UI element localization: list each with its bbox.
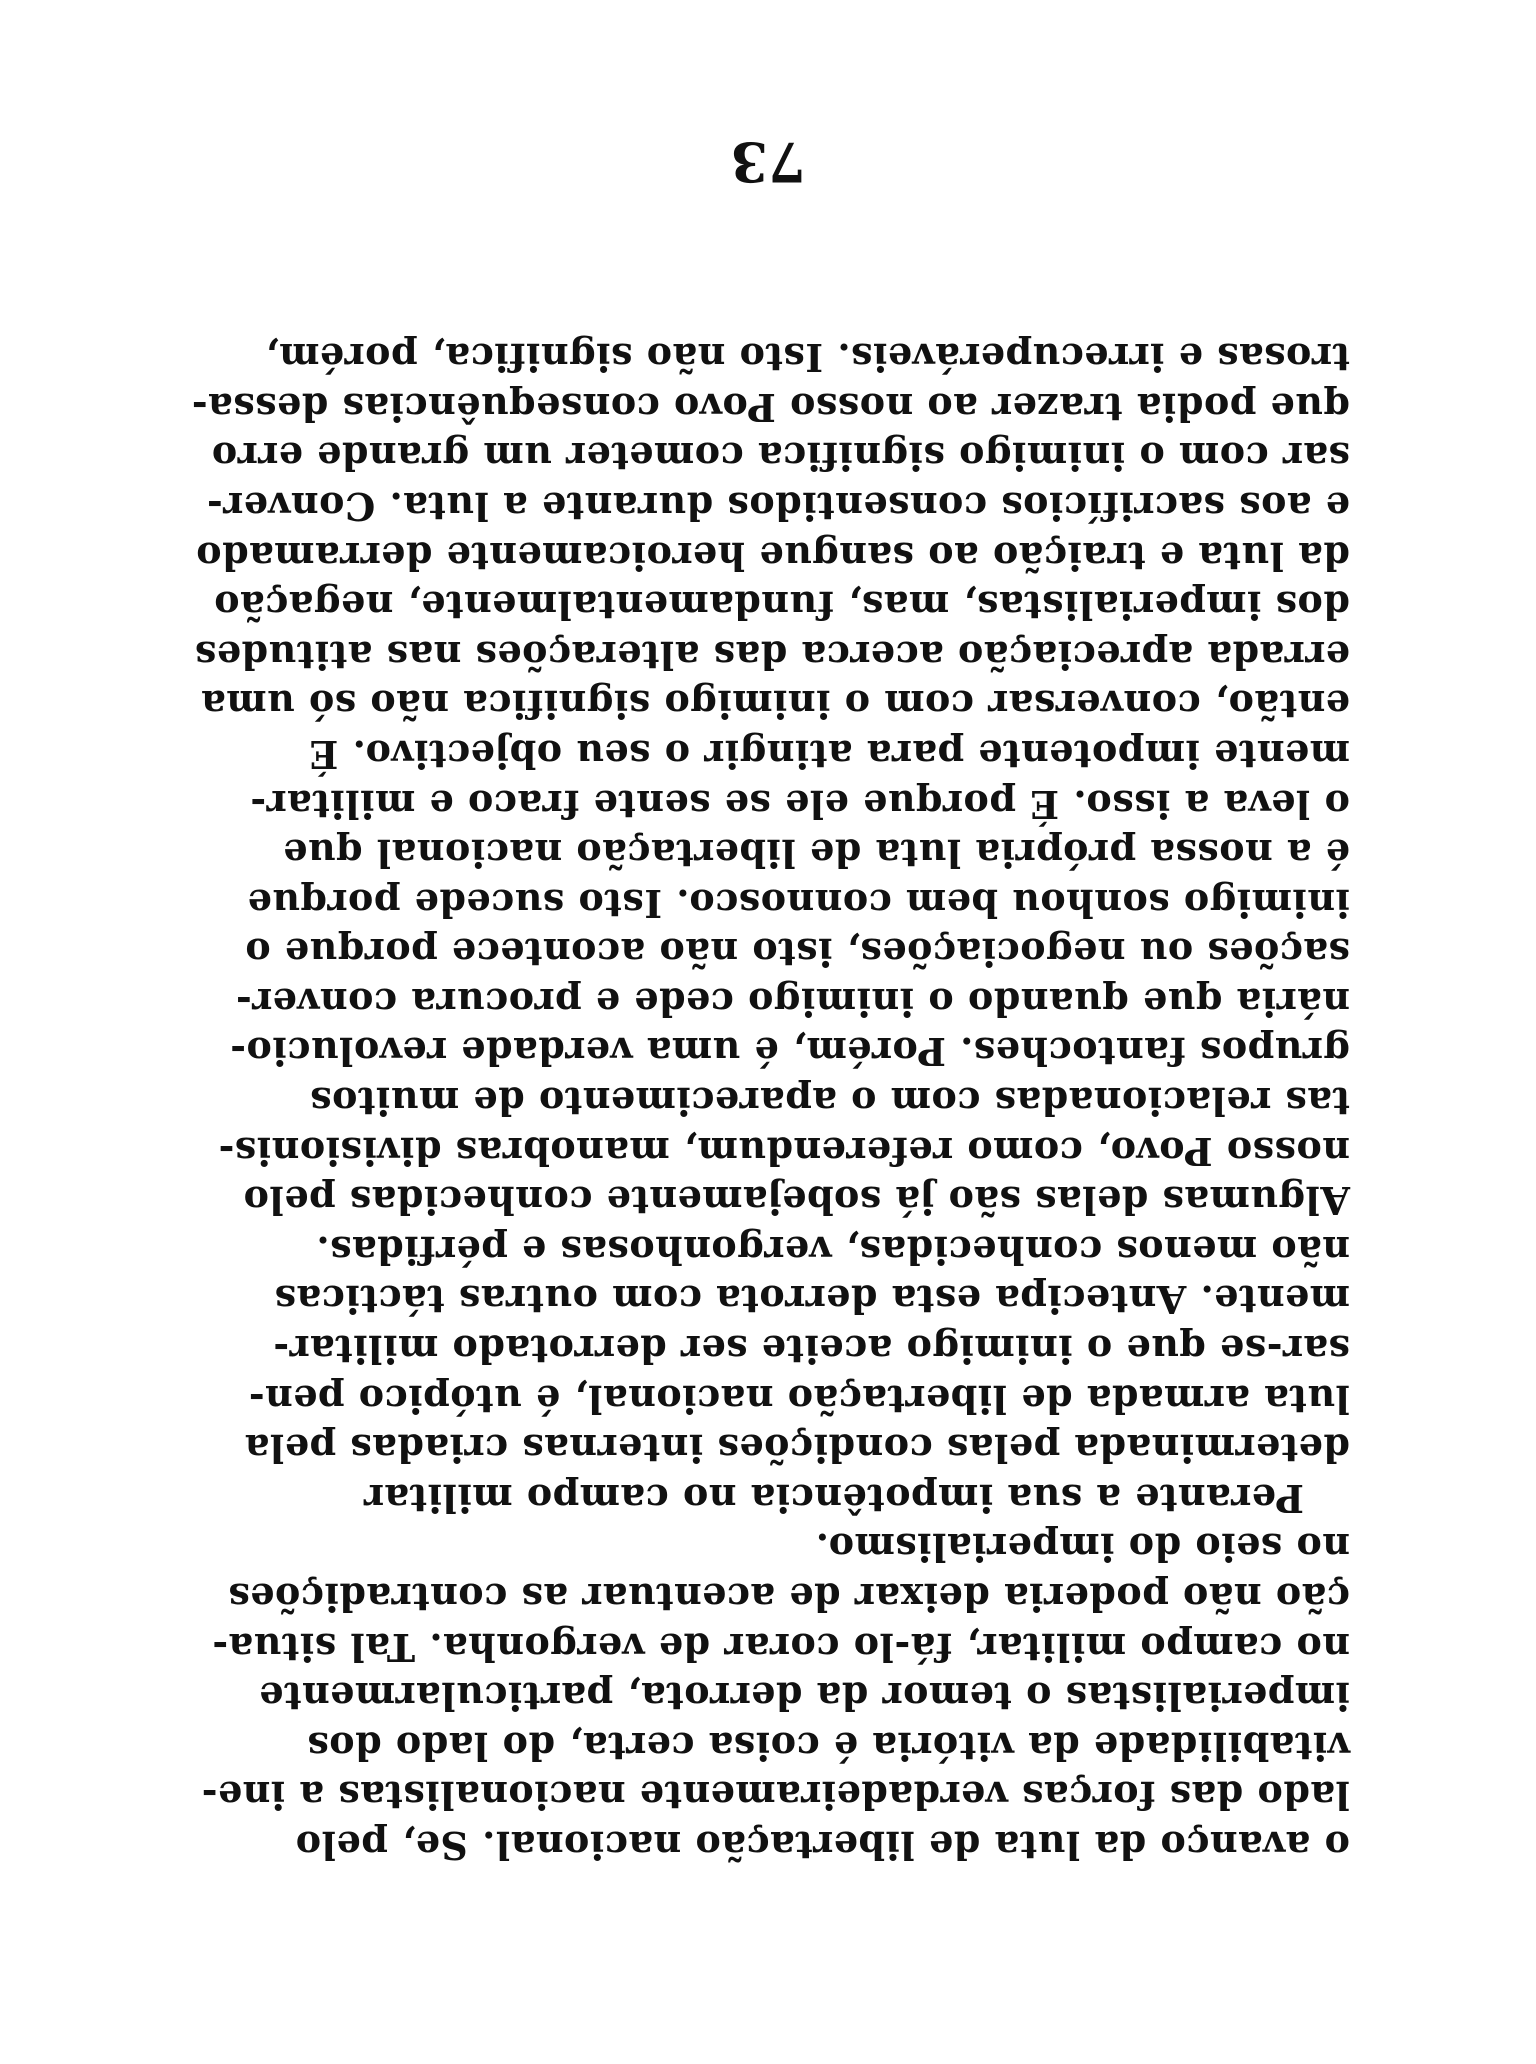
text-line: imperialistas o temor da derrota, particularmente: [258, 1674, 1350, 1720]
text-line: luta armada de libertação nacional, é utópico pen-: [248, 1376, 1350, 1422]
text-line: o leva a isso. É porque ele se sente fraco e militar-: [249, 781, 1350, 827]
paragraph-start-line: Perante a sua impotência no campo militar: [363, 1475, 1304, 1521]
text-line: grupos fantoches. Porém, é uma verdade revolucio-: [229, 1029, 1350, 1075]
text-line: nária que quando o inimigo cede e procura conver-: [235, 979, 1350, 1025]
text-line: ção não poderia deixar de acentuar as contradições: [227, 1575, 1350, 1621]
text-line: lado das forças verdadeiramente nacionalistas a ine-: [201, 1773, 1350, 1819]
text-line: inimigo sonhou bem connosco. Isto sucede porque: [247, 880, 1350, 926]
text-line: dos imperialistas, mas, fundamentalmente, negação: [213, 583, 1350, 629]
text-line: é a nossa própria luta de libertação nacional que: [282, 831, 1350, 877]
text-line: não menos conhecidas, vergonhosas e pérfidas.: [315, 1227, 1350, 1273]
text-line: Algumas delas são já sobejamente conhecidas pelo: [243, 1178, 1350, 1224]
text-line: determinada pelas condições internas criadas pela: [244, 1426, 1350, 1472]
text-line: sar com o inimigo significa cometer um grande erro: [211, 434, 1350, 480]
text-line: mente. Antecipa esta derrota com outras tácticas: [274, 1277, 1350, 1323]
text-line: então, conversar com o inimigo significa não só uma: [200, 682, 1350, 728]
text-line: vitabilidade da vitória é coisa certa, do lado dos: [306, 1723, 1350, 1769]
text-line: mente impotente para atingir o seu objectivo. É: [308, 731, 1350, 777]
text-line: da luta e traição ao sangue heroicamente derramado: [195, 533, 1350, 579]
text-line: e aos sacrifícios consentidos durante a luta. Conver-: [206, 483, 1350, 529]
text-line: nosso Povo, como referendum, manobras divisionis-: [218, 1128, 1350, 1174]
body-text: [191, 333, 1350, 1870]
text-line: sar-se que o inimigo aceite ser derrotado militar-: [272, 1327, 1350, 1373]
text-line: que podia trazer ao nosso Povo consequências dessa-: [191, 384, 1350, 430]
text-line: errada apreciação acerca das alterações nas atitudes: [194, 632, 1350, 678]
text-line: tas relacionadas com o aparecimento de muitos: [309, 1079, 1350, 1125]
text-line: sações ou negociações, isto não acontece porque o: [244, 930, 1350, 976]
page-number: 73: [730, 130, 806, 194]
text-line: trosas e irrecuperáveis. Isto não significa, porém,: [265, 335, 1350, 381]
text-line: o avanço da luta de libertação nacional. Se, pelo: [295, 1823, 1350, 1868]
text-line: no seio do imperialismo.: [815, 1525, 1350, 1571]
text-line: no campo militar, fá-lo corar de vergonha. Tal situa-: [211, 1624, 1350, 1670]
